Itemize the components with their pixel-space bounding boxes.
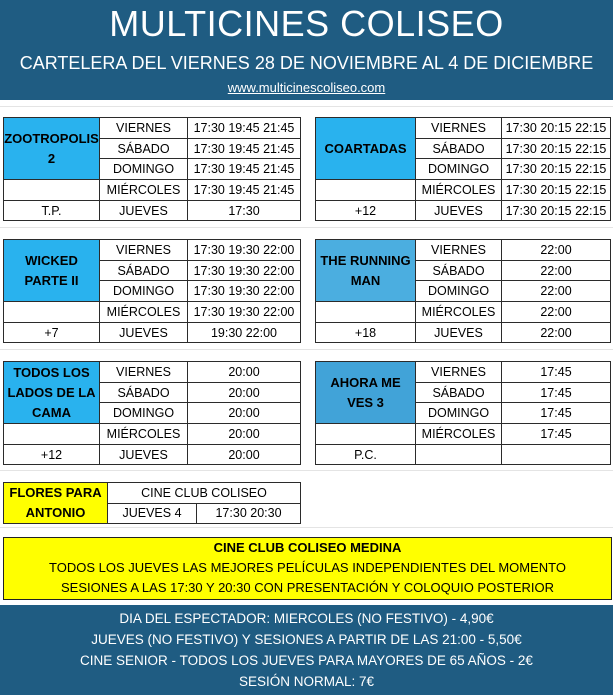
times-cell: 17:30 20:15 22:15 [502, 200, 611, 221]
day-cell: SÁBADO [100, 382, 188, 403]
price-thursday: JUEVES (NO FESTIVO) Y SESIONES A PARTIR DE LAS 21:00 - 5,50€ [91, 632, 522, 647]
times-cell: 20:00 [188, 362, 301, 383]
movie-title: ZOOTROPOLIS 2 [4, 118, 100, 180]
empty-cell [316, 180, 416, 201]
day-cell: DOMINGO [416, 159, 502, 180]
times-cell: 22:00 [502, 260, 611, 281]
movie-schedule-todos-los-lados [3, 361, 301, 465]
times-cell: 17:30 20:15 22:15 [502, 138, 611, 159]
day-cell: JUEVES [416, 200, 502, 221]
day-cell: MIÉRCOLES [416, 302, 502, 323]
day-cell: VIERNES [416, 240, 502, 261]
movie-title: FLORES PARA ANTONIO [4, 483, 108, 524]
day-cell: JUEVES [100, 200, 188, 221]
times-cell: 17:30 19:30 22:00 [188, 240, 301, 261]
header-banner [0, 0, 613, 100]
price-senior: CINE SENIOR - TODOS LOS JUEVES PARA MAYORES DE 65 AÑOS - 2€ [80, 653, 533, 668]
empty-cell [316, 302, 416, 323]
day-cell: DOMINGO [416, 281, 502, 302]
day-cell: VIERNES [100, 362, 188, 383]
day-cell: MIÉRCOLES [416, 424, 502, 445]
cineclub-movie-schedule [3, 482, 301, 524]
empty-cell [4, 180, 100, 201]
day-cell: DOMINGO [100, 403, 188, 424]
day-cell: DOMINGO [416, 403, 502, 424]
movie-title: COARTADAS [316, 118, 416, 180]
day-cell: DOMINGO [100, 281, 188, 302]
day-cell: VIERNES [416, 362, 502, 383]
schedule-period: CARTELERA DEL VIERNES 28 DE NOVIEMBRE AL 4 DE DICIEMBRE [19, 53, 594, 73]
gridline [0, 470, 613, 471]
cineclub-info-box [3, 537, 612, 600]
movie-schedule-running-man [315, 239, 611, 343]
times-cell: 17:30 19:45 21:45 [188, 118, 301, 139]
website-link[interactable]: www.multicinescoliseo.com [227, 80, 386, 95]
cineclub-description: TODOS LOS JUEVES LAS MEJORES PELÍCULAS INDEPENDIENTES DEL MOMENTO [49, 560, 566, 575]
gridline [0, 527, 613, 528]
times-cell: 19:30 22:00 [188, 322, 301, 343]
gridline [0, 227, 613, 228]
times-cell: 17:30 19:45 21:45 [188, 159, 301, 180]
cinema-title: MULTICINES COLISEO [109, 3, 504, 44]
times-cell: 22:00 [502, 302, 611, 323]
day-cell: MIÉRCOLES [100, 302, 188, 323]
movie-title: AHORA ME VES 3 [316, 362, 416, 424]
times-cell: 17:30 19:30 22:00 [188, 281, 301, 302]
day-cell: SÁBADO [416, 138, 502, 159]
empty-cell [4, 424, 100, 445]
cineclub-sessions: SESIONES A LAS 17:30 Y 20:30 CON PRESENTACIÓN Y COLOQUIO POSTERIOR [61, 580, 554, 595]
age-rating: P.C. [316, 444, 416, 465]
movie-schedule-ahora-me-ves [315, 361, 611, 465]
times-cell: 17:30 20:30 [197, 503, 301, 524]
day-cell: SÁBADO [416, 260, 502, 281]
times-cell [502, 444, 611, 465]
day-cell: MIÉRCOLES [100, 424, 188, 445]
times-cell: 17:30 20:15 22:15 [502, 118, 611, 139]
day-cell: SÁBADO [416, 382, 502, 403]
movie-title: THE RUNNING MAN [316, 240, 416, 302]
times-cell: 17:30 [188, 200, 301, 221]
times-cell: 17:45 [502, 424, 611, 445]
day-cell: JUEVES 4 [108, 503, 197, 524]
times-cell: 17:30 20:15 22:15 [502, 180, 611, 201]
day-cell: VIERNES [100, 118, 188, 139]
times-cell: 17:30 19:30 22:00 [188, 260, 301, 281]
day-cell: SÁBADO [100, 260, 188, 281]
cineclub-title: CINE CLUB COLISEO MEDINA [213, 540, 402, 555]
times-cell: 17:30 19:45 21:45 [188, 180, 301, 201]
day-cell: SÁBADO [100, 138, 188, 159]
age-rating: +18 [316, 322, 416, 343]
day-cell: DOMINGO [100, 159, 188, 180]
times-cell: 17:45 [502, 403, 611, 424]
day-cell: MIÉRCOLES [100, 180, 188, 201]
day-cell: VIERNES [416, 118, 502, 139]
age-rating: +12 [4, 444, 100, 465]
day-cell [416, 444, 502, 465]
day-cell: JUEVES [100, 322, 188, 343]
times-cell: 20:00 [188, 424, 301, 445]
age-rating: T.P. [4, 200, 100, 221]
times-cell: 22:00 [502, 240, 611, 261]
times-cell: 17:30 19:30 22:00 [188, 302, 301, 323]
times-cell: 20:00 [188, 444, 301, 465]
price-spectator-day: DIA DEL ESPECTADOR: MIERCOLES (NO FESTIVO) - 4,90€ [119, 611, 494, 626]
times-cell: 17:45 [502, 362, 611, 383]
times-cell: 17:30 19:45 21:45 [188, 138, 301, 159]
gridline [0, 349, 613, 350]
times-cell: 17:45 [502, 382, 611, 403]
movie-schedule-coartadas [315, 117, 611, 221]
day-cell: VIERNES [100, 240, 188, 261]
pricing-footer [0, 605, 613, 695]
movie-title: TODOS LOS LADOS DE LA CAMA [4, 362, 100, 424]
times-cell: 22:00 [502, 322, 611, 343]
age-rating: +7 [4, 322, 100, 343]
day-cell: JUEVES [416, 322, 502, 343]
times-cell: 20:00 [188, 403, 301, 424]
empty-cell [316, 424, 416, 445]
cineclub-label: CINE CLUB COLISEO [108, 483, 301, 504]
times-cell: 17:30 20:15 22:15 [502, 159, 611, 180]
day-cell: MIÉRCOLES [416, 180, 502, 201]
movie-schedule-wicked [3, 239, 301, 343]
gridline [0, 106, 613, 107]
day-cell: JUEVES [100, 444, 188, 465]
times-cell: 22:00 [502, 281, 611, 302]
times-cell: 20:00 [188, 382, 301, 403]
empty-cell [4, 302, 100, 323]
movie-schedule-zootropolis [3, 117, 301, 221]
movie-title: WICKED PARTE II [4, 240, 100, 302]
price-normal: SESIÓN NORMAL: 7€ [238, 674, 375, 689]
age-rating: +12 [316, 200, 416, 221]
